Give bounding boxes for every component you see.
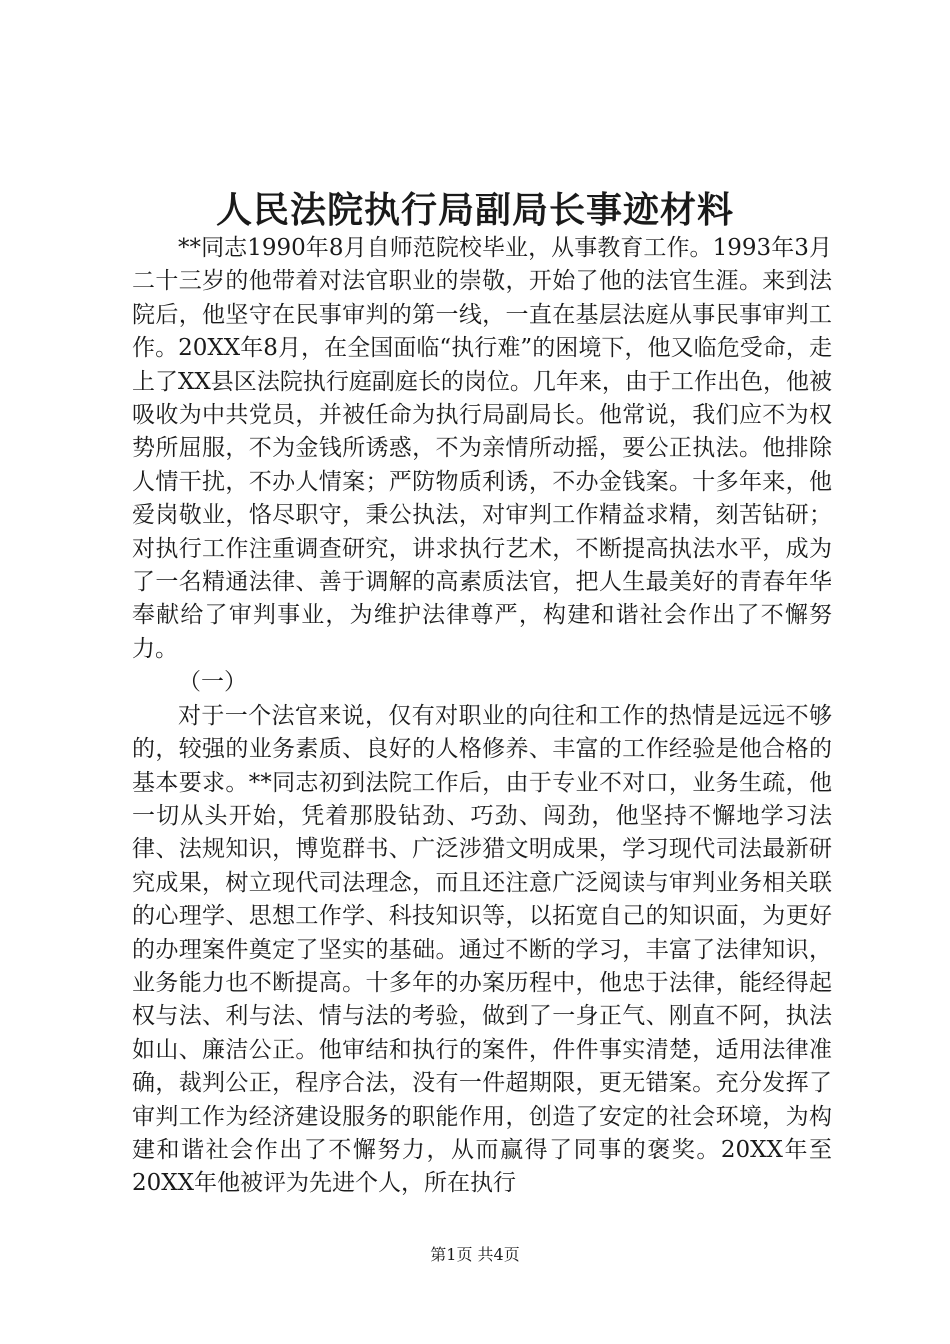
paragraph-section-one: 对于一个法官来说，仅有对职业的向往和工作的热情是远远不够的，较强的业务素质、良好的人格修养、丰富的工作经验是他合格的基本要求。**同志初到法院工作后，由于专业不对口，业务生疏，他一切从头开始，凭着那股钻劲、巧劲、闯劲，他坚持不懈地学习法律、法规知识，博览群书、广泛涉猎文明成果，学习现代司法最新研究成果，树立现代司法理念，而且还注意广泛阅读与审判业务相关联的心理学、思想工作学、科技知识等，以拓宽自己的知识面，为更好的办理案件奠定了坚实的基础。通过不断的学习，丰富了法律知识，业务能力也不断提高。十多年的办案历程中，他忠于法律，能经得起权与法、利与法、情与法的考验，做到了一身正气、刚直不阿，执法如山、廉洁公正。他审结和执行的案件，件件事实清楚，适用法律准确，裁判公正，程序合法，没有一件超期限，更无错案。充分发挥了审判工作为经济建设服务的职能作用，创造了安定的社会环境，为构建和谐社会作出了不懈努力，从而赢得了同事的褒奖。20XX年至20XX年他被评为先进个人，所在执行 [132, 702, 832, 1197]
page-number-footer: 第1页 共4页 [430, 1245, 520, 1264]
document-body [132, 232, 832, 1201]
paragraph-intro: **同志1990年8月自师范院校毕业，从事教育工作。1993年3月二十三岁的他带着对法官职业的崇敬，开始了他的法官生涯。来到法院后，他坚守在民事审判的第一线，一直在基层法庭从事民事审判工作。20XX年8月，在全国面临“执行难”的困境下，他又临危受命，走上了XX县区法院执行庭副庭长的岗位。几年来，由于工作出色，他被吸收为中共党员，并被任命为执行局副局长。他常说，我们应不为权势所屈服，不为金钱所诱惑，不为亲情所动摇，要公正执法。他排除人情干扰，不办人情案；严防物质利诱，不办金钱案。十多年来，他爱岗敬业，恪尽职守，秉公执法，对审判工作精益求精，刻苦钻研；对执行工作注重调查研究，讲求执行艺术，不断提高执法水平，成为了一名精通法律、善于调解的高素质法官，把人生最美好的青春年华奉献给了审判事业，为维护法律尊严，构建和谐社会作出了不懈努力。 [132, 235, 832, 662]
section-heading-one: （一） [178, 669, 247, 696]
document-title: 人民法院执行局副局长事迹材料 [215, 189, 734, 231]
